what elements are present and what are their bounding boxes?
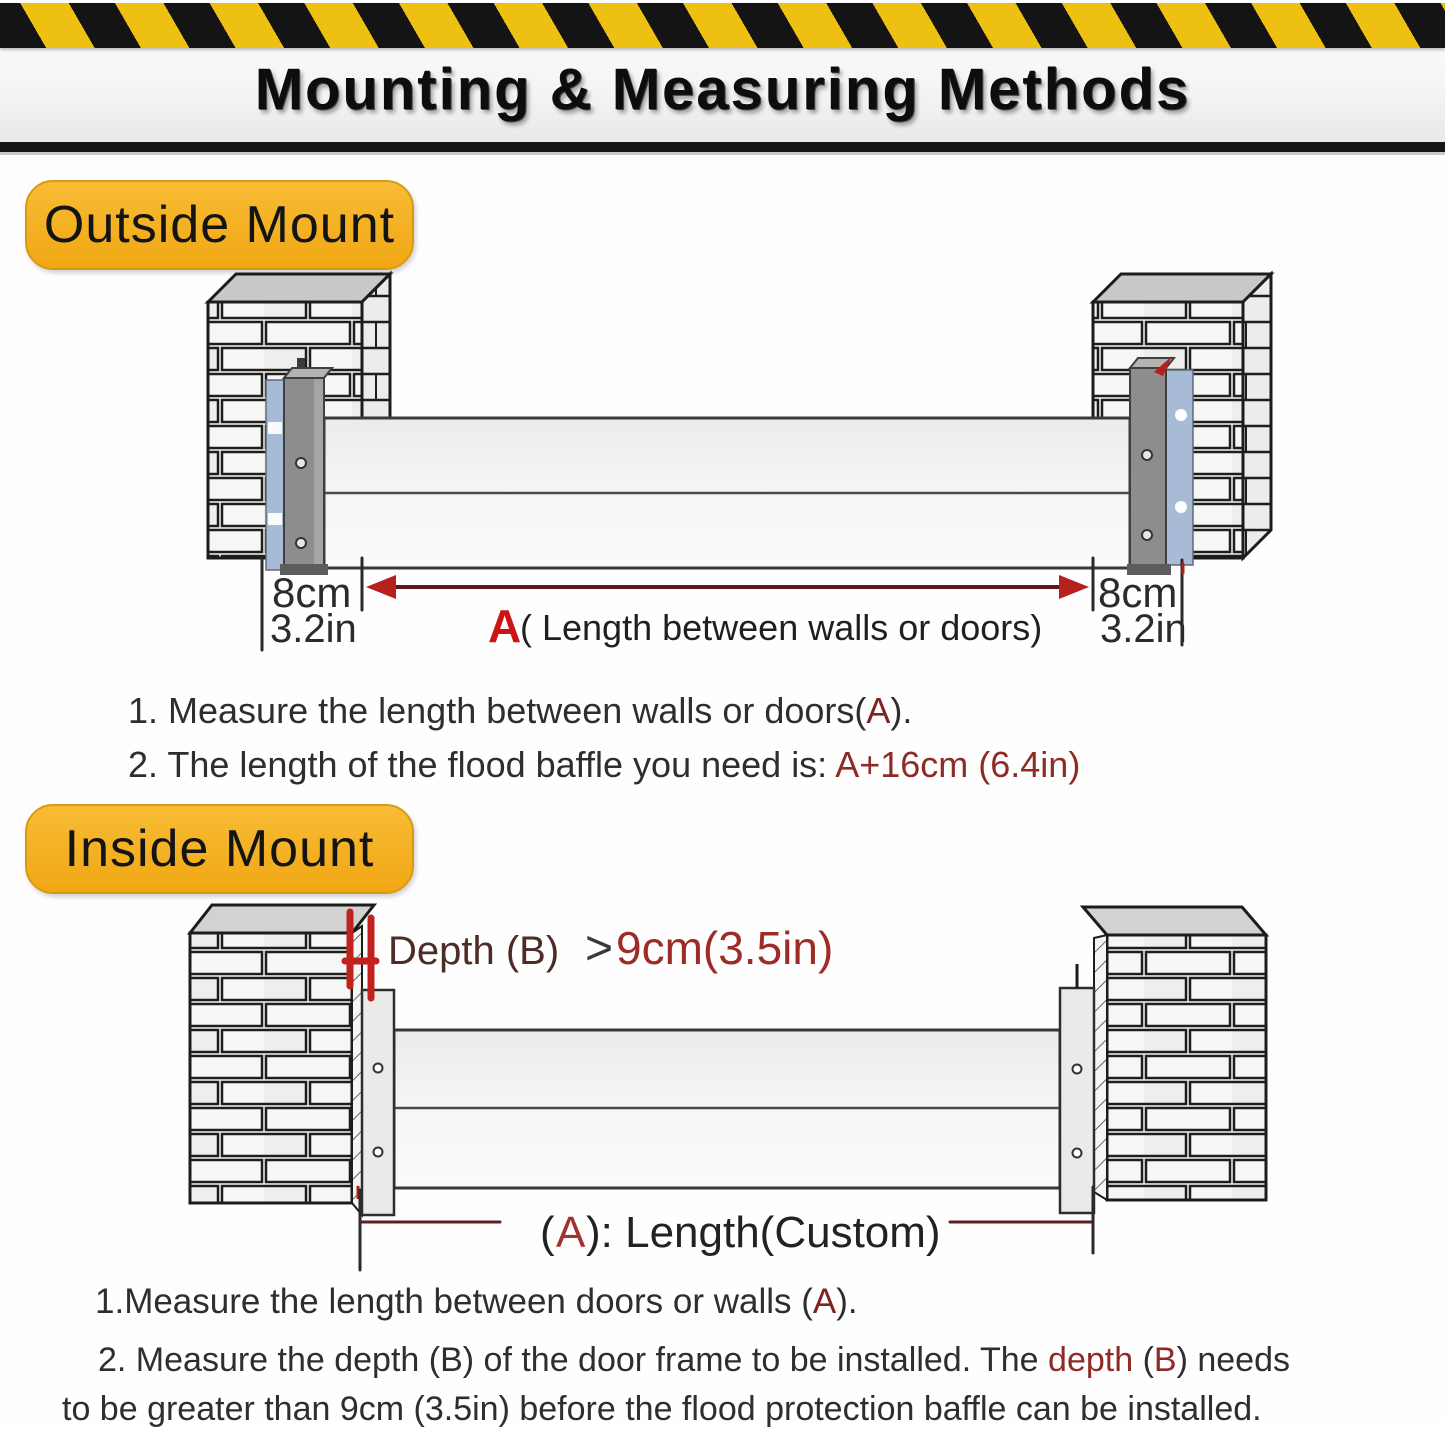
inside-length-label: ): Length(Custom)	[586, 1208, 941, 1257]
depth-gt-sign: >	[585, 922, 614, 975]
depth-label: Depth (B)	[388, 929, 560, 973]
outside-dim-right-in: 3.2in	[1100, 607, 1187, 651]
inside-left-mounting	[358, 990, 394, 1215]
inside-step-2	[62, 1336, 1290, 1435]
outside-left-mounting	[266, 358, 332, 575]
inside-right-post	[1060, 988, 1094, 1213]
page-title: Mounting & Measuring Methods	[254, 57, 1191, 122]
inside-right-mounting	[1060, 964, 1094, 1213]
inside-step-2-line-2	[62, 1385, 1290, 1434]
outside-span-letter: A	[488, 600, 522, 652]
inside-right-pillar	[1083, 907, 1266, 1200]
inside-right-pillar-front-face	[1107, 935, 1266, 1200]
outside-right-post-screw-2	[1142, 530, 1152, 540]
inside-left-pillar	[190, 905, 374, 1215]
inside-step-2-line-1	[62, 1336, 1290, 1385]
inside-length-letter: A	[556, 1208, 586, 1257]
depth-annotation	[388, 922, 833, 975]
outside-step-2-highlight: A+16cm (6.4in)	[835, 744, 1081, 785]
inside-left-post-screw-1	[374, 1064, 383, 1073]
outside-left-post-cap	[284, 368, 332, 378]
outside-step-1-text: 1. Measure the length between walls or doors(	[128, 690, 867, 731]
inside-step-2-seg5: ) needs	[1176, 1341, 1290, 1379]
inside-step-1	[95, 1282, 858, 1322]
inside-left-pillar-top-face	[190, 905, 374, 933]
outside-right-pillar-side-face	[1243, 274, 1271, 558]
inside-left-post	[362, 990, 394, 1215]
inside-right-post-screw-2	[1073, 1149, 1082, 1158]
outside-dim-right-cm: 8cm	[1098, 569, 1178, 616]
inside-step-1-end: ).	[836, 1282, 858, 1321]
outside-dim-left-in: 3.2in	[270, 607, 357, 651]
inside-step-2-seg1: 2. Measure the depth (B) of the door frame to be installed. The	[98, 1341, 1049, 1379]
outside-right-post-screw-1	[1142, 450, 1152, 460]
inside-step-1-text: 1.Measure the length between doors or walls (	[95, 1282, 813, 1321]
outside-right-seal-tab-1	[1175, 409, 1187, 421]
outside-mount-diagram	[0, 268, 1445, 670]
outside-mount-badge	[25, 180, 414, 270]
inside-dimensions	[360, 1187, 1093, 1270]
depth-value: 9cm(3.5in)	[616, 922, 834, 974]
outside-left-pillar-top-face	[208, 274, 390, 302]
inside-mount-badge-label: Inside Mount	[64, 820, 375, 878]
outside-span-label: ( Length between walls or doors)	[520, 607, 1043, 648]
inside-step-2-seg4: B	[1153, 1341, 1177, 1379]
outside-dimensions	[262, 558, 1187, 652]
title-separator	[0, 142, 1445, 155]
inside-right-post-screw-1	[1073, 1065, 1082, 1074]
outside-left-seal-tab-1	[268, 422, 282, 434]
outside-step-1-highlight: A	[866, 690, 891, 731]
inside-length-open: (	[540, 1208, 555, 1257]
outside-dim-arrowhead-right-icon	[1059, 575, 1089, 599]
outside-step-1	[128, 690, 912, 732]
inside-left-pillar-front-face	[190, 933, 352, 1203]
outside-left-post-edge	[314, 379, 323, 569]
outside-step-1-end: ).	[890, 690, 913, 731]
hazard-stripe-banner	[0, 3, 1445, 48]
inside-mount-badge	[25, 804, 414, 894]
outside-right-pillar-top-face	[1093, 274, 1271, 302]
outside-mount-badge-label: Outside Mount	[43, 196, 396, 254]
outside-left-post-screw-2	[296, 538, 306, 548]
inside-right-pillar-inner-face	[1094, 935, 1107, 1200]
outside-left-seal-tab-2	[268, 513, 282, 525]
outside-step-2	[128, 744, 1080, 786]
outside-flood-barrier	[324, 418, 1130, 568]
inside-step-1-highlight: A	[812, 1282, 837, 1321]
inside-step-2-seg2: depth	[1048, 1341, 1134, 1379]
inside-left-post-screw-2	[374, 1148, 383, 1157]
outside-right-seal-strip	[1166, 370, 1193, 565]
inside-step-2-seg6: to be greater than 9cm (3.5in) before the flood protection baffle can be installed.	[62, 1390, 1262, 1429]
outside-left-seal-strip	[266, 380, 284, 570]
inside-step-2-seg3: (	[1133, 1341, 1154, 1379]
outside-dim-left-cm: 8cm	[272, 569, 352, 616]
inside-mount-diagram	[0, 898, 1445, 1278]
outside-right-seal-tab-2	[1175, 501, 1187, 513]
outside-dim-arrowhead-left-icon	[366, 575, 396, 599]
outside-left-post-screw-1	[296, 458, 306, 468]
inside-right-pillar-top-face	[1083, 907, 1266, 935]
outside-step-2-text: 2. The length of the flood baffle you need is:	[128, 744, 836, 785]
outside-right-mounting	[1127, 356, 1193, 575]
inside-flood-barrier	[394, 1030, 1060, 1188]
